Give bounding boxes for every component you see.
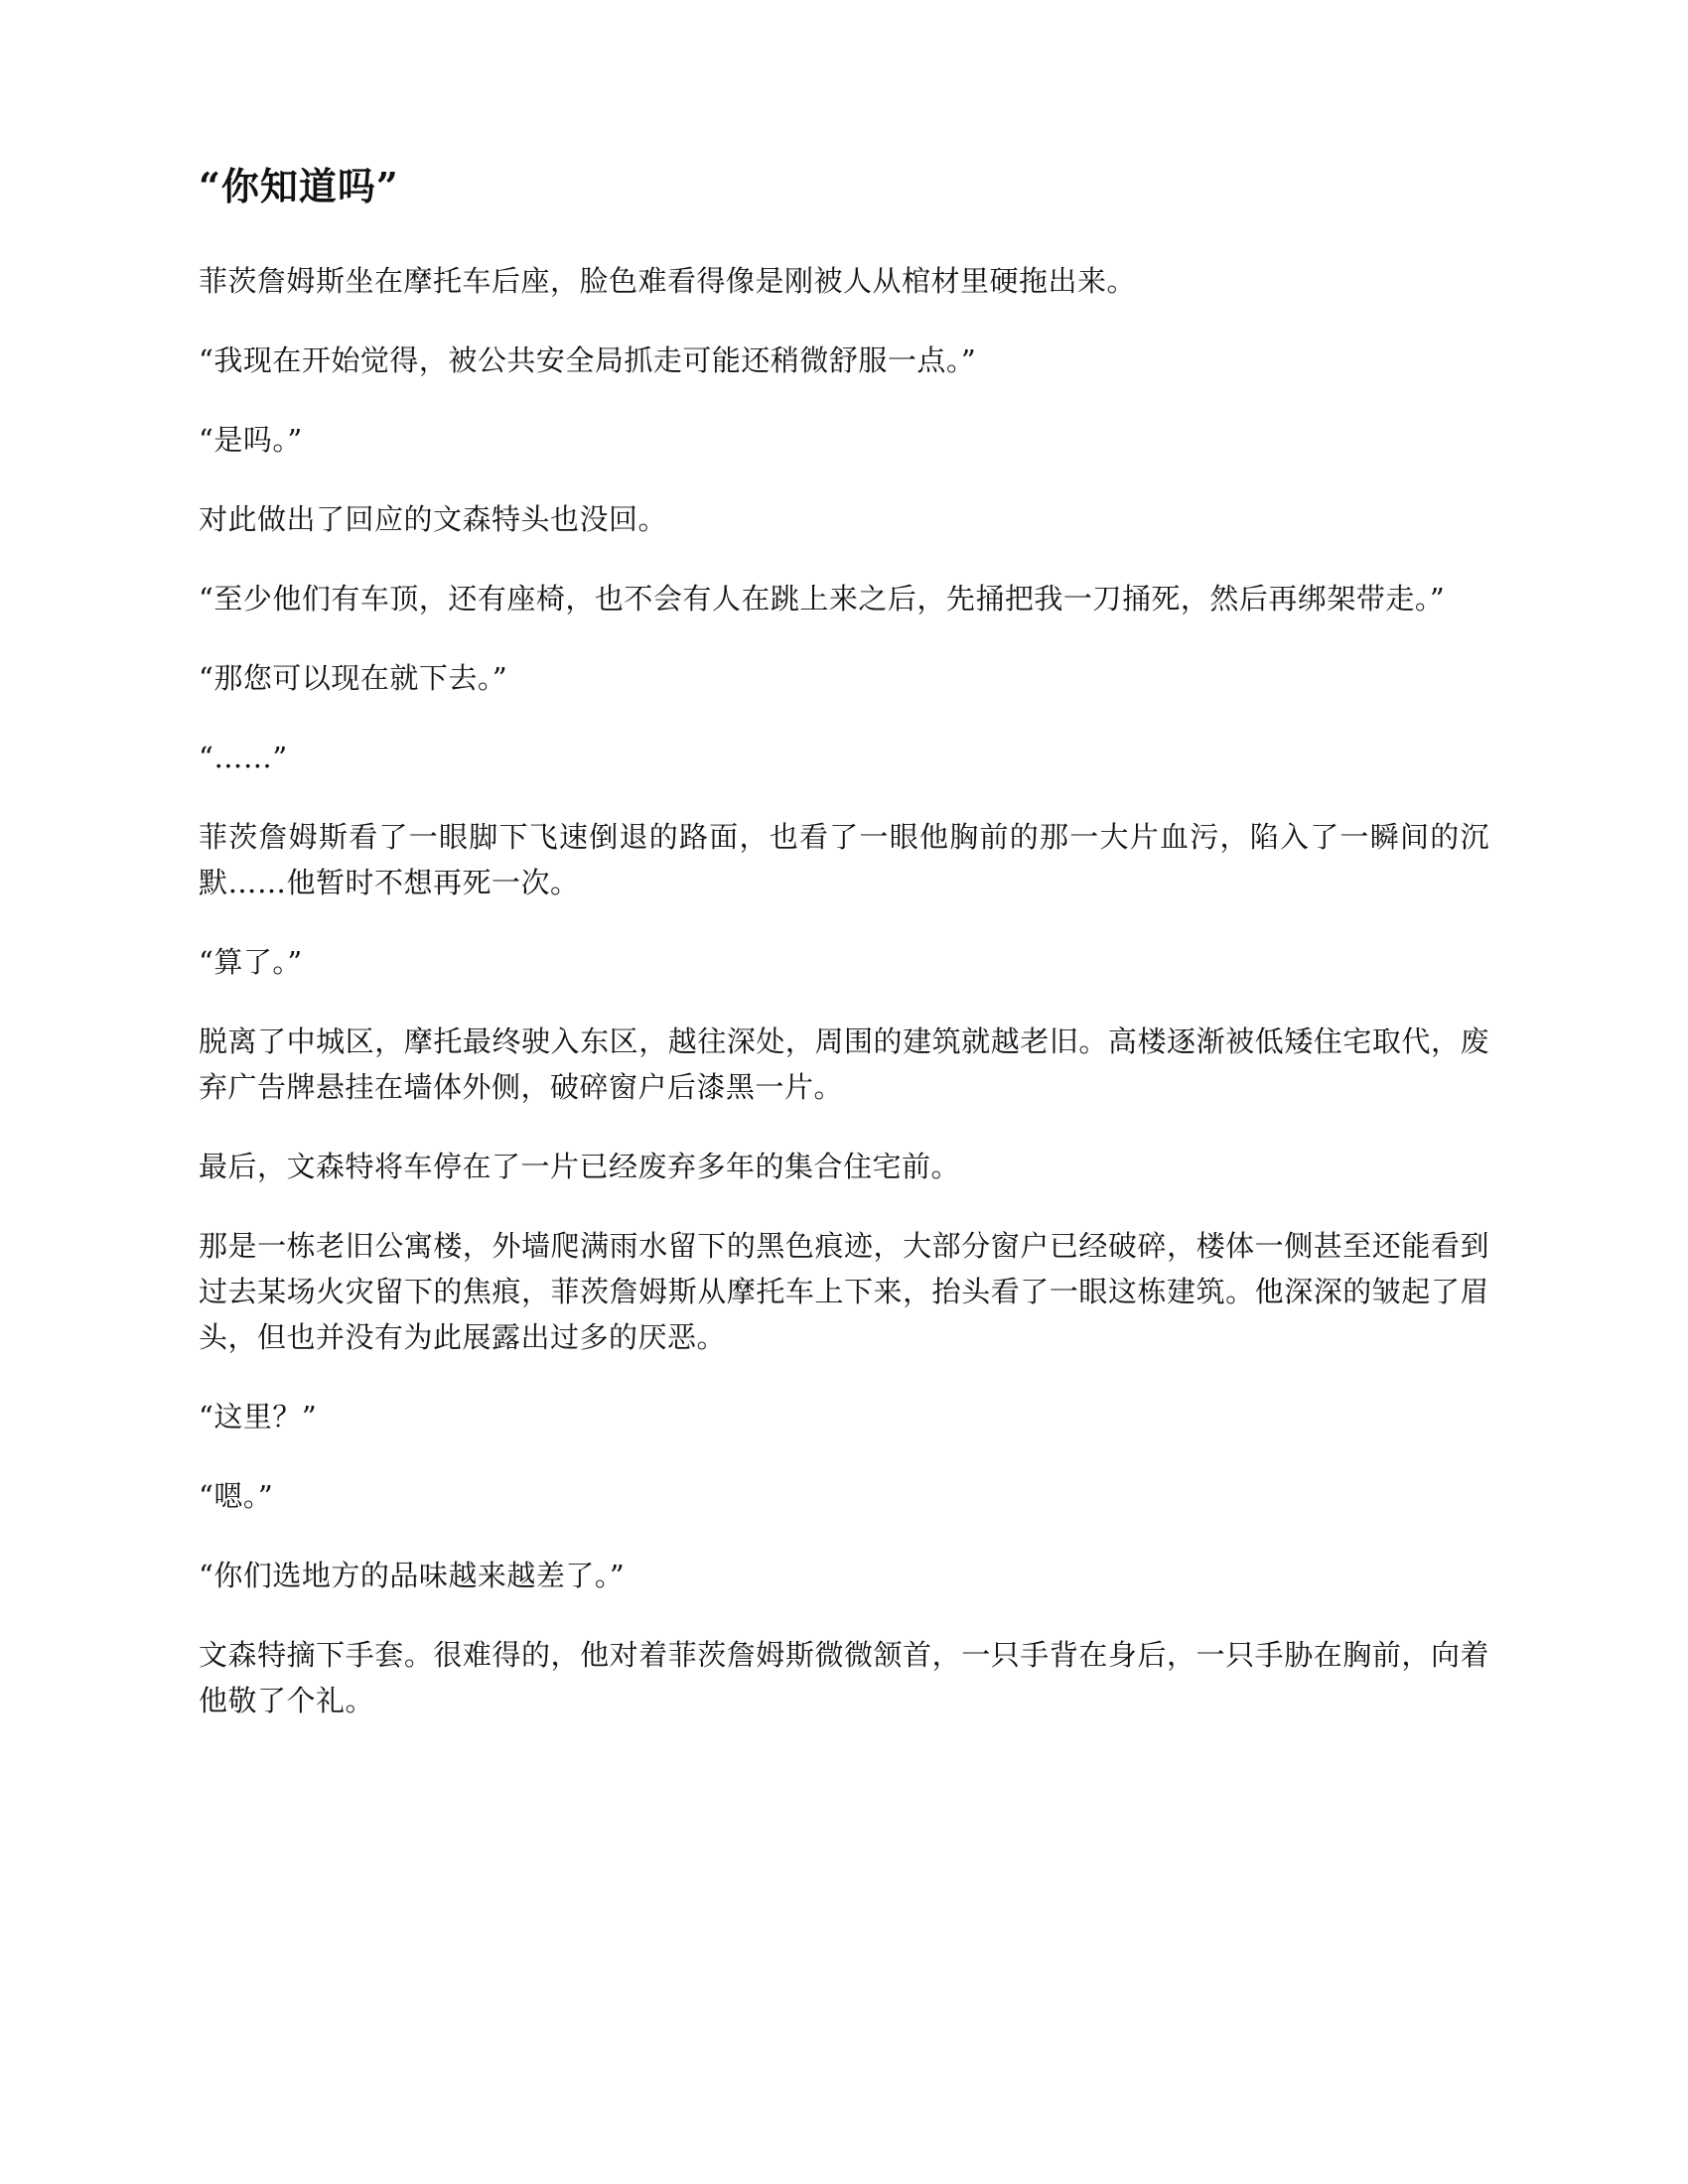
paragraph: 文森特摘下手套。很难得的，他对着菲茨詹姆斯微微颔首，一只手背在身后，一只手胁在胸前，向着他敬了个礼。 xyxy=(199,1638,1489,1717)
paragraph: “我现在开始觉得，被公共安全局抓走可能还稍微舒服一点。” xyxy=(199,343,977,377)
paragraph: 脱离了中城区，摩托最终驶入东区，越往深处，周围的建筑就越老旧。高楼逐渐被低矮住宅取代，废弃广告牌悬挂在墙体外侧，破碎窗户后漆黑一片。 xyxy=(199,1024,1489,1104)
paragraph: 菲茨詹姆斯坐在摩托车后座，脸色难看得像是刚被人从棺材里硬拖出来。 xyxy=(199,264,1137,298)
paragraph: “……” xyxy=(199,741,288,774)
paragraph: 菲茨詹姆斯看了一眼脚下飞速倒退的路面，也看了一眼他胸前的那一大片血污，陷入了一瞬间的沉默……他暂时不想再死一次。 xyxy=(199,820,1489,899)
paragraph: “那您可以现在就下去。” xyxy=(199,661,508,695)
paragraph: “是吗。” xyxy=(199,423,303,457)
paragraph: “你们选地方的品味越来越差了。” xyxy=(199,1559,626,1592)
chapter-title: “你知道吗” xyxy=(199,164,399,208)
paragraph: “这里？” xyxy=(199,1400,318,1433)
document-page xyxy=(199,159,1489,1757)
paragraph: 对此做出了回应的文森特头也没回。 xyxy=(199,502,668,536)
paragraph: “嗯。” xyxy=(199,1479,274,1513)
paragraph: 最后，文森特将车停在了一片已经废弃多年的集合住宅前。 xyxy=(199,1150,961,1183)
paragraph: 那是一栋老旧公寓楼，外墙爬满雨水留下的黑色痕迹，大部分窗户已经破碎，楼体一侧甚至还能看到过去某场火灾留下的焦痕，菲茨詹姆斯从摩托车上下来，抬头看了一眼这栋建筑。他深深的皱起了眉头，但也并没有为此展露出过多的厌恶。 xyxy=(199,1229,1489,1354)
paragraph: “至少他们有车顶，还有座椅，也不会有人在跳上来之后，先捅把我一刀捅死，然后再绑架带走。” xyxy=(199,582,1446,615)
paragraph: “算了。” xyxy=(199,945,303,979)
